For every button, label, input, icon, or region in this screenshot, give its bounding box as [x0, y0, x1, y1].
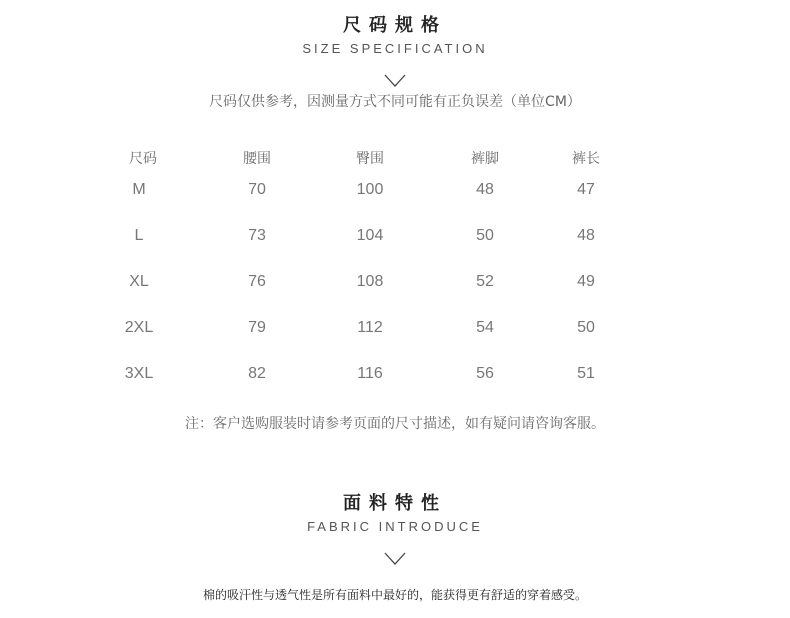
fabric-title-cn: 面料特性 — [343, 493, 447, 514]
table-cell-length: 48 — [577, 227, 595, 244]
table-header-size: 尺码 — [129, 151, 157, 167]
size-title-cn: 尺码规格 — [343, 15, 447, 36]
size-footnote: 注：客户选购服装时请参考页面的尺寸描述，如有疑问请咨询客服。 — [185, 416, 605, 432]
table-cell-hip: 108 — [356, 273, 384, 290]
chevron-down-icon — [384, 552, 406, 566]
table-cell-hip: 100 — [356, 181, 384, 198]
table-cell-hip: 112 — [357, 319, 383, 336]
table-cell-hem: 50 — [476, 227, 494, 244]
table-cell-waist: 82 — [248, 365, 266, 382]
size-title-en: SIZE SPECIFICATION — [302, 41, 488, 56]
table-cell-size: L — [134, 227, 144, 244]
table-cell-waist: 79 — [248, 319, 266, 336]
table-cell-length: 49 — [577, 273, 595, 290]
table-cell-hem: 48 — [476, 181, 494, 198]
table-cell-hip: 116 — [357, 365, 383, 382]
table-cell-waist: 70 — [248, 181, 266, 198]
table-cell-size: 2XL — [124, 319, 154, 336]
table-header-length: 裤长 — [572, 151, 600, 167]
fabric-description: 棉的吸汗性与透气性是所有面料中最好的，能获得更有舒适的穿着感受。 — [202, 588, 587, 602]
table-header-hem: 裤脚 — [471, 151, 499, 167]
table-cell-hip: 104 — [356, 227, 384, 244]
table-cell-length: 47 — [577, 181, 595, 198]
fabric-title-en: FABRIC INTRODUCE — [307, 519, 483, 534]
table-header-waist: 腰围 — [243, 151, 271, 167]
table-cell-size: XL — [129, 273, 149, 290]
table-cell-length: 50 — [577, 319, 595, 336]
table-cell-hem: 52 — [476, 273, 494, 290]
table-cell-length: 51 — [577, 365, 595, 382]
table-cell-waist: 76 — [248, 273, 266, 290]
table-header-hip: 臀围 — [356, 151, 384, 167]
table-cell-size: 3XL — [124, 365, 154, 382]
table-cell-hem: 56 — [476, 365, 494, 382]
table-cell-waist: 73 — [248, 227, 266, 244]
table-cell-hem: 54 — [476, 319, 494, 336]
size-note: 尺码仅供参考，因测量方式不同可能有正负误差（单位CM） — [209, 94, 581, 110]
table-cell-size: M — [132, 181, 146, 198]
